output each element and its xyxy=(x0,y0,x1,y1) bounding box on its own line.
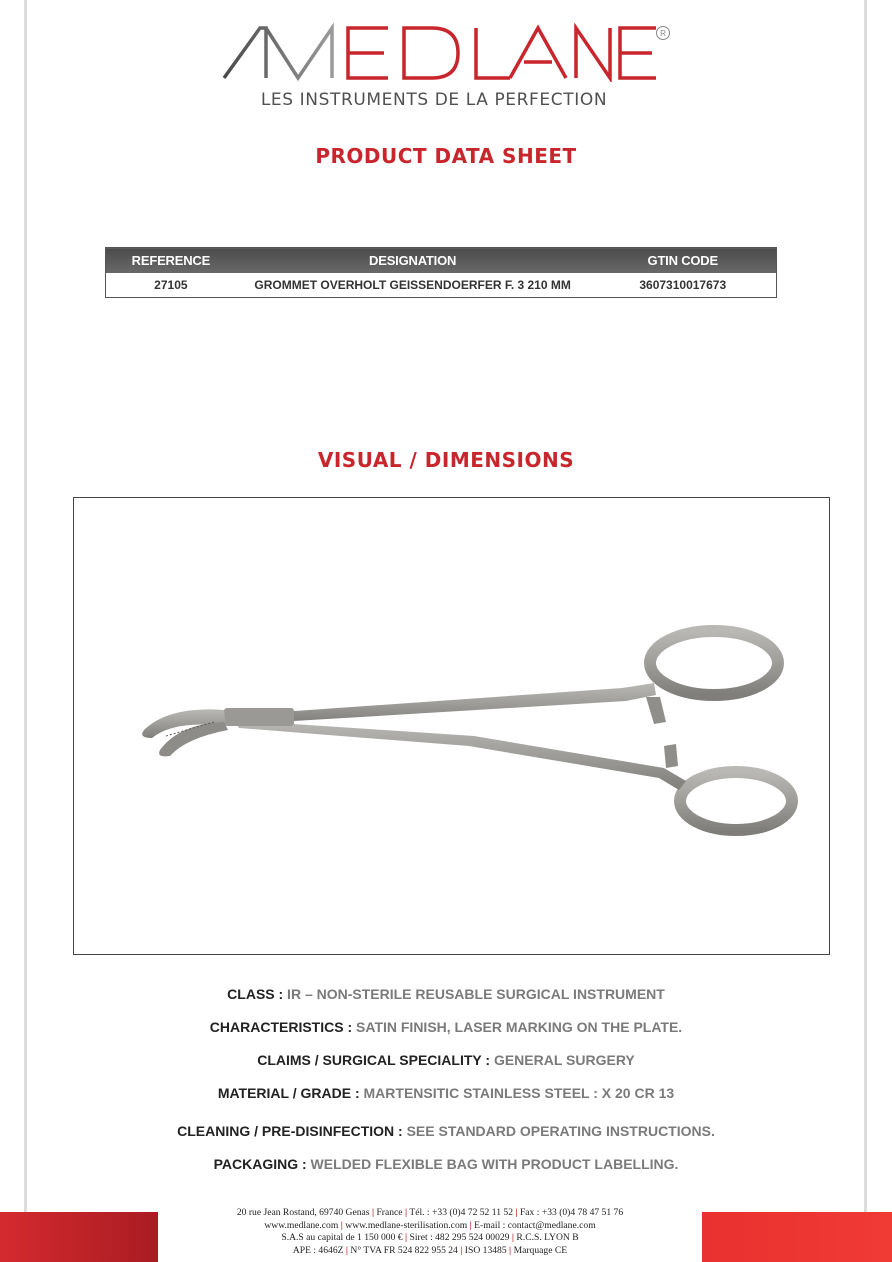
header-designation: DESIGNATION xyxy=(236,248,590,274)
registered-trademark-icon: R xyxy=(656,26,670,40)
product-image-frame xyxy=(73,497,830,955)
footer-registration-line: APE : 4646Z | N° TVA FR 524 822 955 24 | ISO 13485 | Marquage CE xyxy=(292,1244,568,1256)
spec-claims-label: CLAIMS / SURGICAL SPECIALITY : xyxy=(257,1052,491,1068)
spec-cleaning xyxy=(0,1123,892,1139)
footer-accent-right xyxy=(702,1212,892,1262)
spec-class-value: IR – NON-STERILE REUSABLE SURGICAL INSTRUMENT xyxy=(283,986,665,1002)
spec-packaging xyxy=(0,1156,892,1172)
spec-characteristics-label: CHARACTERISTICS : xyxy=(209,1019,353,1035)
spec-claims xyxy=(0,1052,892,1068)
spec-characteristics-value: SATIN FINISH, LASER MARKING ON THE PLATE. xyxy=(352,1019,683,1035)
medlane-logo-graphic xyxy=(220,22,660,82)
product-reference-table xyxy=(105,247,777,298)
spec-packaging-value: WELDED FLEXIBLE BAG WITH PRODUCT LABELLING. xyxy=(306,1156,679,1172)
footer-legal-line: S.A.S au capital de 1 150 000 € | Siret : 482 295 524 00029 | R.C.S. LYON B xyxy=(281,1232,579,1243)
spec-cleaning-label: CLEANING / PRE-DISINFECTION : xyxy=(177,1123,403,1139)
footer-accent-left xyxy=(0,1212,158,1262)
table-row xyxy=(106,273,777,298)
table-header-row xyxy=(106,248,777,274)
product-data-sheet-title: PRODUCT DATA SHEET xyxy=(315,144,577,168)
header-reference: REFERENCE xyxy=(106,248,236,274)
spec-material xyxy=(0,1085,892,1101)
brand-logo xyxy=(0,22,892,122)
visual-dimensions-title: VISUAL / DIMENSIONS xyxy=(317,448,575,472)
surgical-forceps-icon xyxy=(74,498,831,956)
cell-gtin: 3607310017673 xyxy=(639,278,727,292)
spec-class xyxy=(0,986,892,1002)
brand-tagline: LES INSTRUMENTS DE LA PERFECTION xyxy=(260,90,608,110)
spec-class-label: CLASS : xyxy=(227,986,284,1002)
company-footer xyxy=(160,1207,700,1257)
spec-cleaning-value: SEE STANDARD OPERATING INSTRUCTIONS. xyxy=(402,1123,715,1139)
spec-material-value: MARTENSITIC STAINLESS STEEL : X 20 CR 13 xyxy=(359,1085,675,1101)
spec-claims-value: GENERAL SURGERY xyxy=(490,1052,635,1068)
cell-designation: GROMMET OVERHOLT GEISSENDOERFER F. 3 210 MM xyxy=(254,278,571,292)
spec-material-label: MATERIAL / GRADE : xyxy=(217,1085,360,1101)
footer-web-line: www.medlane.com | www.medlane-sterilisation.com | E-mail : contact@medlane.com xyxy=(264,1219,596,1231)
footer-address-line: 20 rue Jean Rostand, 69740 Genas | France | Tél. : +33 (0)4 72 52 11 52 | Fax : +33 (0)4 78 47 51 76 xyxy=(236,1207,624,1218)
header-gtin-code: GTIN CODE xyxy=(590,248,777,274)
cell-reference: 27105 xyxy=(154,278,188,292)
spec-characteristics xyxy=(0,1019,892,1035)
sterilisation-website-link[interactable]: www.medlane-sterilisation.com xyxy=(345,1219,468,1231)
spec-packaging-label: PACKAGING : xyxy=(213,1156,307,1172)
email-link[interactable]: E-mail : contact@medlane.com xyxy=(474,1219,596,1231)
website-link[interactable]: www.medlane.com xyxy=(264,1219,339,1231)
